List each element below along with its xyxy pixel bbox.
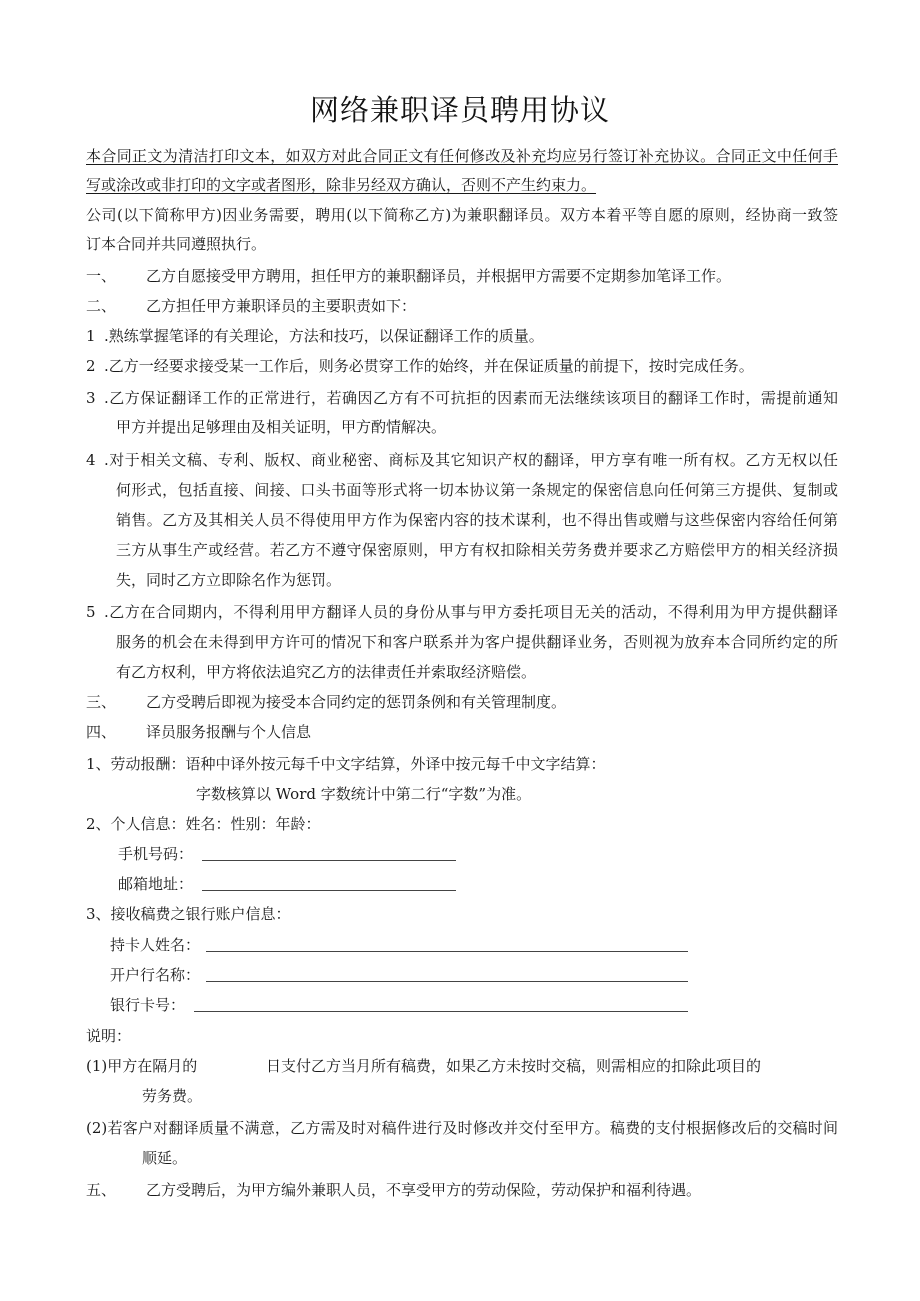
section-4-text: 译员服务报酬与个人信息 [146,723,312,741]
card-holder-field[interactable] [206,937,688,952]
section-1-number: 一、 [86,267,117,285]
phone-field[interactable] [202,846,456,861]
section-5-number: 五、 [86,1181,117,1199]
email-field[interactable] [202,876,456,891]
duty-1-number: 1 [86,327,96,345]
duty-5-number: 5 [86,603,96,621]
personal-info-heading: 2、个人信息：姓名：性别：年龄： [86,815,321,833]
intro-line-2: 订本合同并共同遵照执行。 [86,235,267,253]
email-label: 邮箱地址： [118,875,194,893]
duty-5-line-1: .乙方在合同期内，不得利用甲方翻译人员的身份从事与甲方委托项目无关的活动，不得利用为甲方提供翻译 [104,603,838,621]
notice-line-2: 写或涂改或非打印的文字或者图形，除非另经双方确认，否则不产生约束力。 [86,176,597,194]
note-2-line-1: (2)若客户对翻译质量不满意，乙方需及时对稿件进行及时修改并交付至甲方。稿费的支付根据修改后的交稿时间 [86,1119,838,1137]
duty-3-line-1: .乙方保证翻译工作的正常进行，若确因乙方有不可抗拒的因素而无法继续该项目的翻译工作时，需提前通知 [104,389,838,407]
card-number-field[interactable] [194,997,688,1012]
card-number-label: 银行卡号： [110,996,186,1014]
duty-3-number: 3 [86,389,96,407]
section-3-number: 三、 [86,693,117,711]
duty-4-line-1: .对于相关文稿、专利、版权、商业秘密、商标及其它知识产权的翻译，甲方享有唯一所有权。乙方无权以任 [104,451,838,469]
bank-branch-label: 开户行名称： [110,966,201,984]
phone-label: 手机号码： [118,845,194,863]
duty-2-text: .乙方一经要求接受某一工作后，则务必贯穿工作的始终，并在保证质量的前提下，按时完成任务。 [104,357,754,375]
duty-4-number: 4 [86,451,96,469]
pay-rate-line: 1、劳动报酬：语种中译外按元每千中文字结算，外译中按元每千中文字结算： [86,755,606,773]
intro-line-1: 公司(以下简称甲方)因业务需要，聘用(以下简称乙方)为兼职翻译员。双方本着平等自愿的原则，经协商一致签 [86,206,838,224]
section-2-number: 二、 [86,297,117,315]
note-1-part-b: 日支付乙方当月所有稿费，如果乙方未按时交稿，则需相应的扣除此项目的 [266,1057,762,1075]
duty-4-line-3: 销售。乙方及其相关人员不得使用甲方作为保密内容的技术谋利，也不得出售或赠与这些保密内容给任何第 [116,511,838,529]
section-5-text: 乙方受聘后，为甲方编外兼职人员，不享受甲方的劳动保险，劳动保护和福利待遇。 [146,1181,702,1199]
word-count-note: 字数核算以 Word 字数统计中第二行“字数”为准。 [196,785,532,803]
card-holder-label: 持卡人姓名： [110,936,201,954]
note-1-line-2: 劳务费。 [142,1087,203,1105]
duty-4-line-2: 何形式，包括直接、间接、口头书面等形式将一切本协议第一条规定的保密信息向任何第三方提供、复制或 [116,481,838,499]
duty-3-line-2: 甲方并提出足够理由及相关证明，甲方酌情解决。 [116,418,447,436]
note-1-part-a: (1)甲方在隔月的 [86,1057,198,1075]
duty-4-line-5: 失，同时乙方立即除名作为惩罚。 [116,571,342,589]
section-1-text: 乙方自愿接受甲方聘用，担任甲方的兼职翻译员，并根据甲方需要不定期参加笔译工作。 [146,267,732,285]
bank-branch-field[interactable] [206,967,688,982]
duty-2-number: 2 [86,357,96,375]
note-2-line-2: 顺延。 [142,1149,188,1167]
section-2-text: 乙方担任甲方兼职译员的主要职责如下： [146,297,417,315]
document-title: 网络兼职译员聘用协议 [309,93,610,127]
notes-heading: 说明： [86,1027,132,1045]
notice-line-1: 本合同正文为清洁打印文本，如双方对此合同正文有任何修改及补充均应另行签订补充协议。合同正文中任何手 [86,147,838,165]
duty-4-line-4: 三方从事生产或经营。若乙方不遵守保密原则，甲方有权扣除相关劳务费并要求乙方赔偿甲方的相关经济损 [116,541,838,559]
bank-info-heading: 3、接收稿费之银行账户信息： [86,905,291,923]
duty-1-text: .熟练掌握笔译的有关理论，方法和技巧，以保证翻译工作的质量。 [104,327,544,345]
duty-5-line-3: 有乙方权利，甲方将依法追究乙方的法律责任并索取经济赔偿。 [116,663,537,681]
section-3-text: 乙方受聘后即视为接受本合同约定的惩罚条例和有关管理制度。 [146,693,567,711]
section-4-number: 四、 [86,723,117,741]
duty-5-line-2: 服务的机会在未得到甲方许可的情况下和客户联系并为客户提供翻译业务，否则视为放弃本合同所约定的所 [116,633,838,651]
